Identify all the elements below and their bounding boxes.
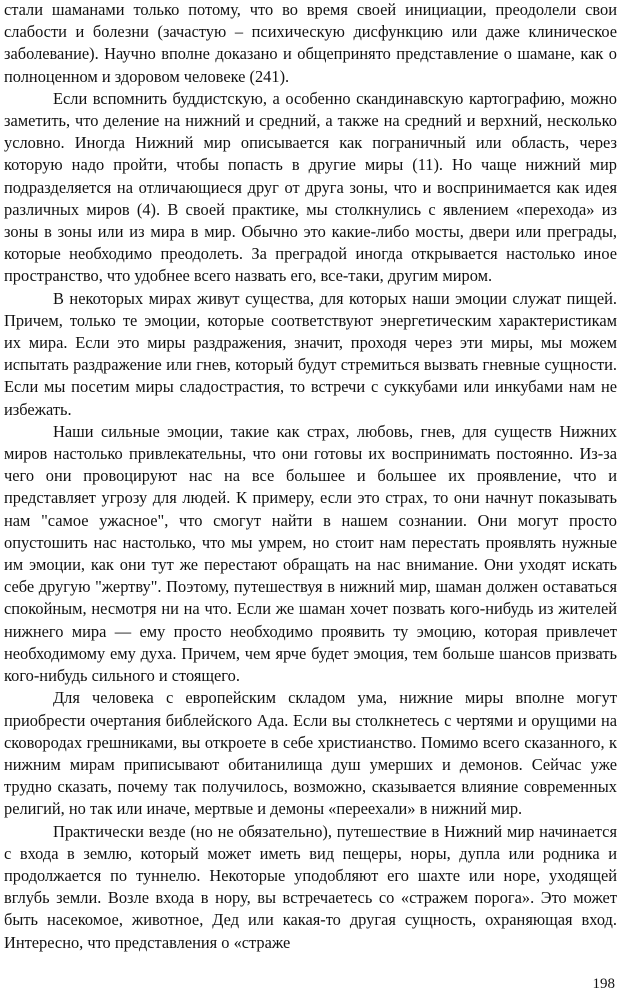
paragraph-strong-emotions: Наши сильные эмоции, такие как страх, любовь, гнев, для существ Нижних миров настолько привлекательны, что они готовы их воспринимать постоянно. Из-за чего они провоцируют нас на все большее и большее их проявление, что и представляет угрозу для людей. К примеру, если это страх, то они начнут показывать нам "самое ужасное", что смогут найти в нашем сознании. Они могут просто опустошить нас настолько, что мы умрем, но стоит нам перестать проявлять нужные им эмоции, как они тут же перестают обращать на нас внимание. Они уходят искать себе другую "жертву". Поэтому, путешествуя в нижний мир, шаман должен оставаться спокойным, несмотря ни на что. Если же шаман хочет позвать кого-нибудь из жителей нижнего мира — ему просто необходимо проявить ту эмоцию, которая привлечет необходимому ему духа. Причем, чем ярче будет эмоция, тем больше шансов призвать кого-нибудь сильного и стоящего. [4,421,617,686]
paragraph-cartography: Если вспомнить буддистскую, а особенно скандинавскую картографию, можно заметить, что деление на нижний и средний, а также на средний и верхний, несколько условно. Иногда Нижний мир описывается как пограничный или область, через которую надо пройти, чтобы попасть в другие миры (11). Но чаще нижний мир подразделяется на отличающиеся друг от друга зоны, что и воспринимается как идея различных миров (4). В своей практике, мы столкнулись с явлением «перехода» из зоны в зоны или из мира в мир. Обычно это какие-либо мосты, двери или преграды, которые необходимо преодолеть. За преградой иногда открывается настолько иное пространство, что удобнее всего назвать его, все-таки, другим миром. [4,88,617,286]
paragraph-european-mind: Для человека с европейским складом ума, нижние миры вполне могут приобрести очертания библейского Ада. Если вы столкнетесь с чертями и орущими на сковородах грешниками, вы откроете в себе христианство. Помимо всего сказанного, к нижним мирам приписывают обитанилища душ умерших и демонов. Сейчас уже трудно сказать, почему так получилось, возможно, сказывается влияние современных религий, но так или иначе, мертвые и демоны «переехали» в нижний мир. [4,688,617,819]
paragraph-entrance: Практически везде (но не обязательно), путешествие в Нижний мир начинается с входа в землю, который может иметь вид пещеры, норы, дупла или родника и продолжается по туннелю. Некоторые уподобляют его шахте или норе, уходящей вглубь земли. Возле входа в нору, вы встречаетесь со «стражем порога». Это может быть насекомое, животное, Дед или какая-то другая сущность, охраняющая вход. Интересно, что представления о «страже [4,821,617,952]
page-number: 198 [592,976,615,992]
paragraph-continued: стали шаманами только потому, что во время своей инициации, преодолели свои слабости и болезни (зачастую – психическую дисфункцию или даже клиническое заболевание). Научно вполне доказано и общепринято представление о шамане, как о полноценном и здоровом человеке (241). [4,0,617,86]
paragraph-emotions-food: В некоторых мирах живут существа, для которых наши эмоции служат пищей. Причем, только те эмоции, которые соответствуют энергетическим характеристикам их мира. Если это миры раздражения, значит, проходя через эти миры, мы можем испытать раздражение или гнев, который будут стремиться вызвать гневные сущности. Если мы посетим миры сладострастия, то встречи с суккубами или инкубами нам не избежать. [4,288,617,419]
page-body-text [4,0,617,954]
